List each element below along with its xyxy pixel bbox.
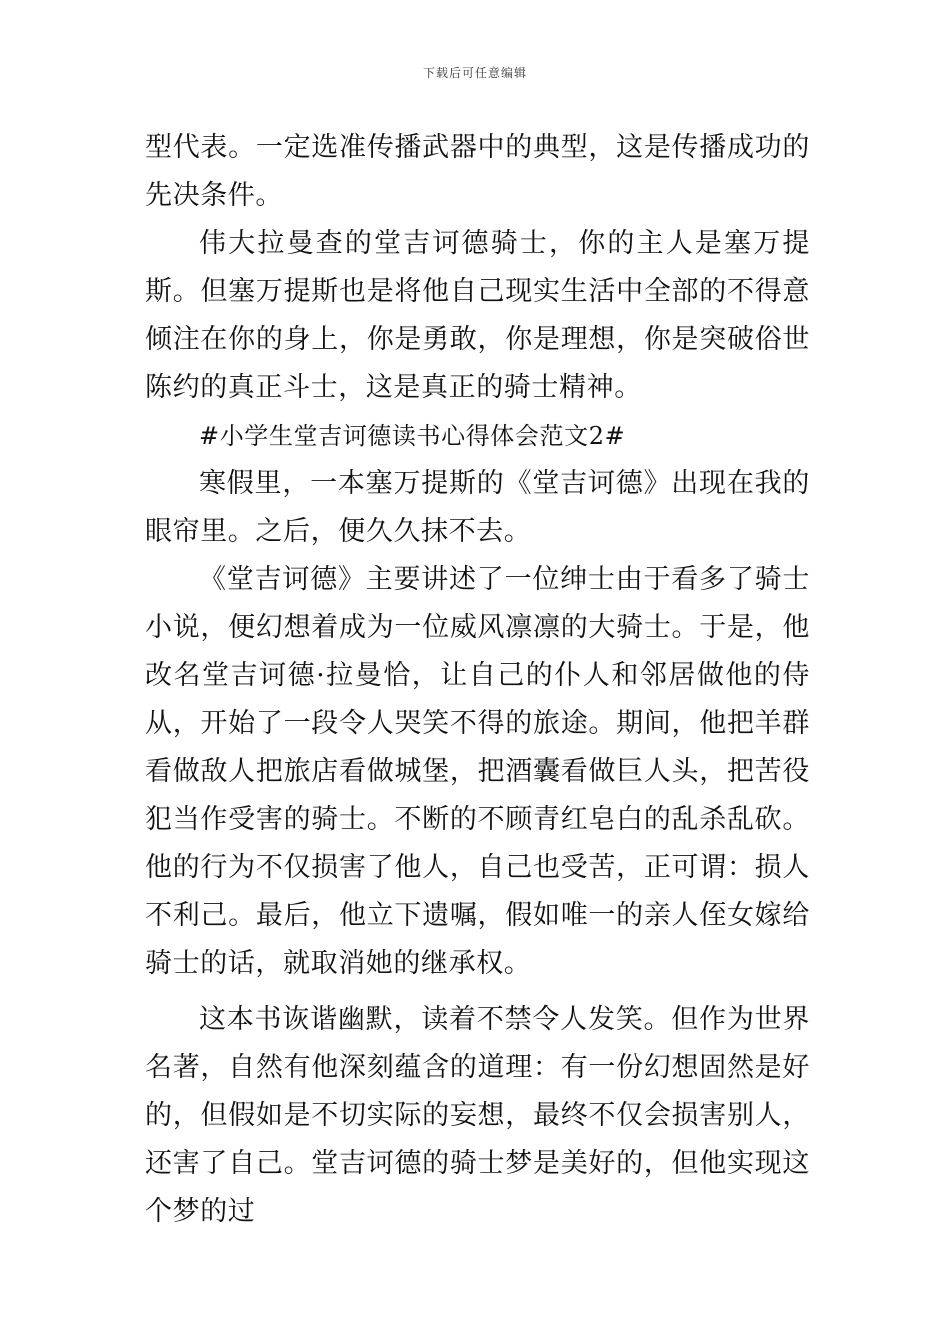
paragraph-winter-vacation: 寒假里，一本塞万提斯的《堂吉诃德》出现在我的眼帘里。之后，便久久抹不去。 — [145, 468, 810, 547]
paragraph-reflection: 这本书诙谐幽默，读着不禁令人发笑。但作为世界名著，自然有他深刻蕴含的道理：有一份幻想固然是好的，但假如是不切实际的妄想，最终不仅会损害别人，还害了自己。堂吉诃德的骑士梦是美好的，但他实现这个梦的过 — [145, 1004, 810, 1227]
section-heading: #小学生堂吉诃德读书心得体会范文2# — [199, 422, 626, 450]
paragraph-continuation: 型代表。一定选准传播武器中的典型，这是传播成功的先决条件。 — [145, 132, 810, 211]
paragraph-don-quixote-knight: 伟大拉曼查的堂吉诃德骑士，你的主人是塞万提斯。但塞万提斯也是将他自己现实生活中全部的不得意倾注在你的身上，你是勇敢，你是理想，你是突破俗世陈约的真正斗士，这是真正的骑士精神。 — [145, 228, 810, 403]
paragraph-story-summary: 《堂吉诃德》主要讲述了一位绅士由于看多了骑士小说，便幻想着成为一位威风凛凛的大骑士。于是，他改名堂吉诃德·拉曼恰，让自己的仆人和邻居做他的侍从，开始了一段令人哭笑不得的旅途。期间，他把羊群看做敌人把旅店看做城堡，把酒囊看做巨人头，把苦役犯当作受害的骑士。不断的不顾青红皂白的乱杀乱砍。他的行为不仅损害了他人，自己也受苦，正可谓：损人不利己。最后，他立下遗嘱，假如唯一的亲人侄女嫁给骑士的话，就取消她的继承权。 — [145, 564, 810, 979]
page-header: 下载后可任意编辑 — [422, 66, 527, 80]
document-body — [145, 124, 810, 1236]
